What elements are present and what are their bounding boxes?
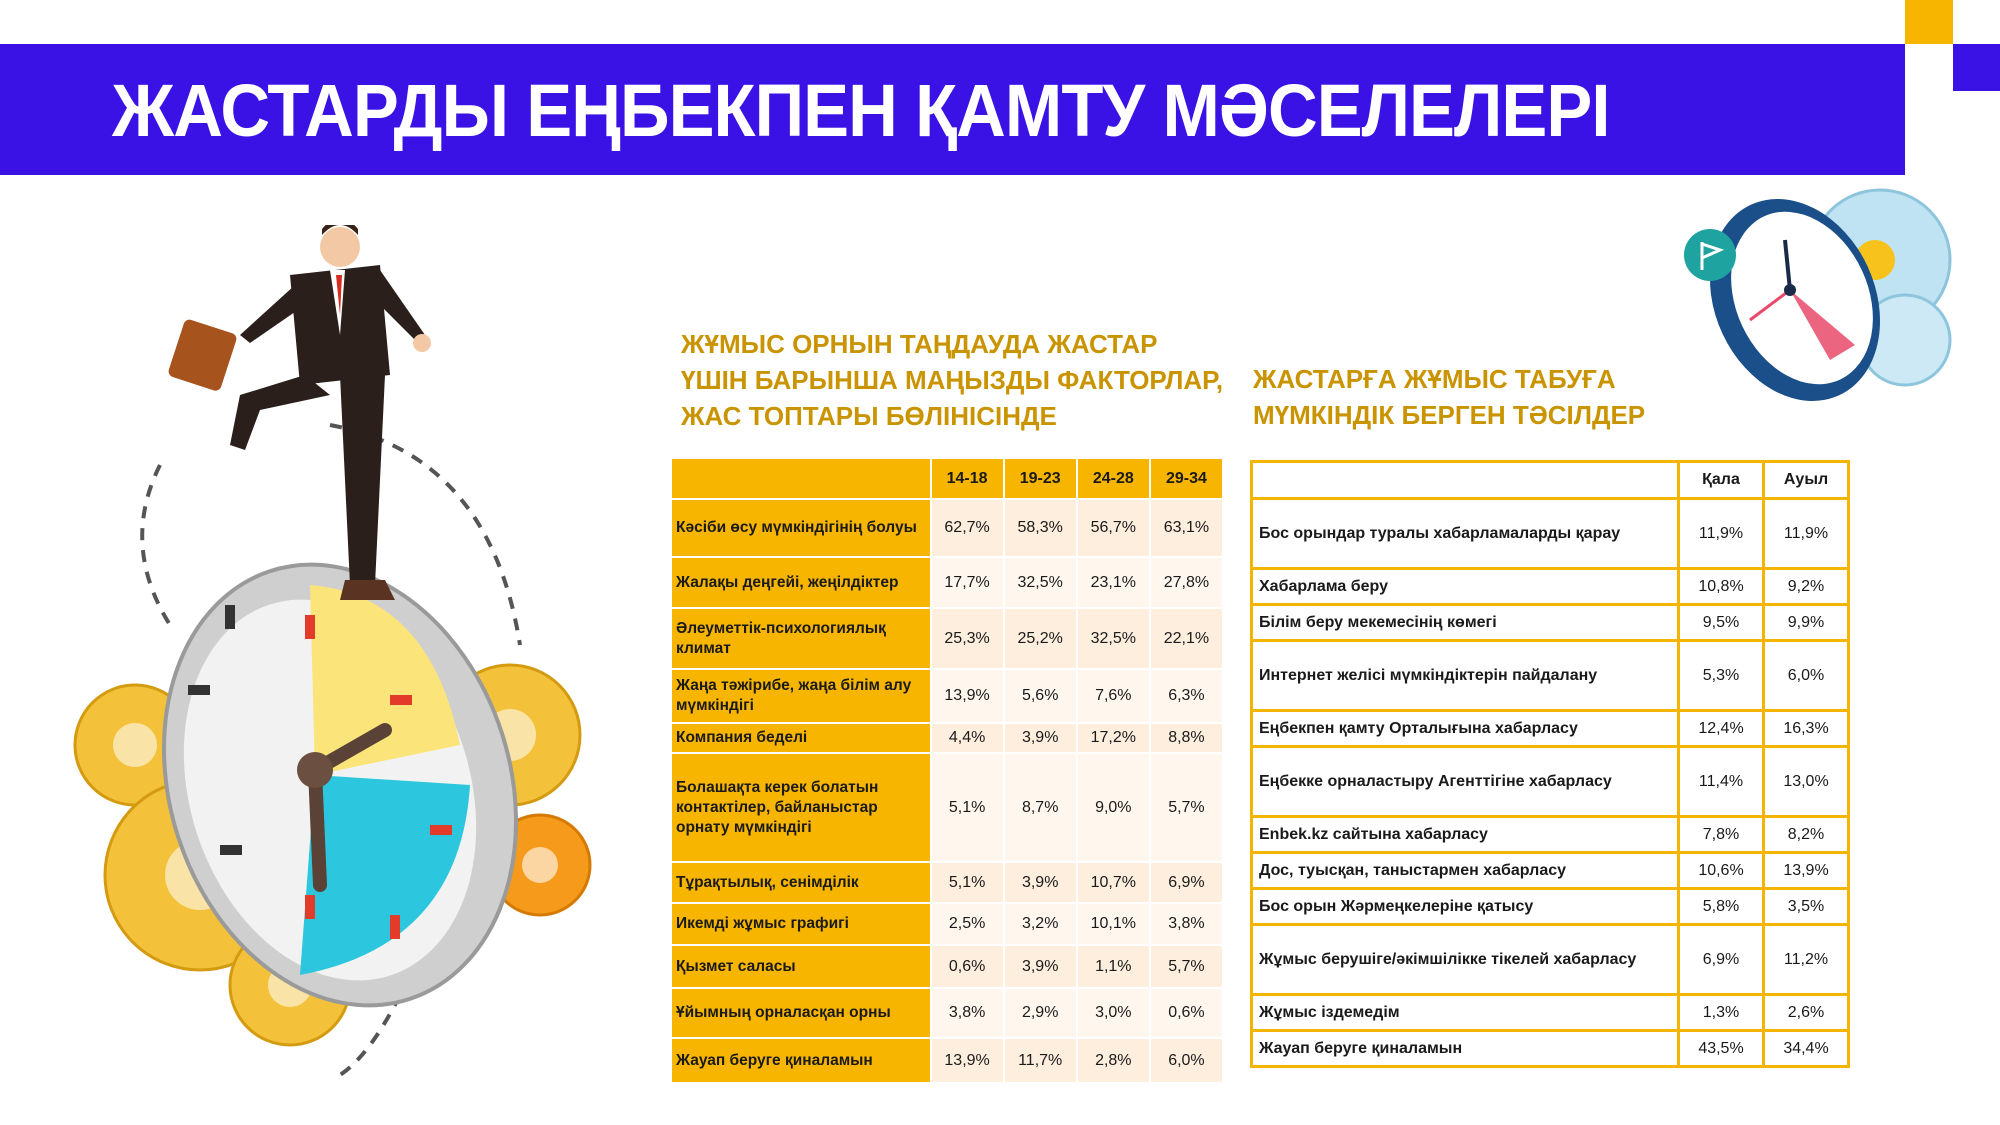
table-row [671, 862, 1223, 903]
running-man-clock-illustration [40, 225, 640, 1085]
cell-value: 5,1% [931, 862, 1004, 903]
cell-value: 17,7% [931, 557, 1004, 608]
row-label: Жауап беруге қиналамын [1252, 1031, 1679, 1067]
cell-value: 3,8% [931, 988, 1004, 1038]
cell-value: 25,3% [931, 608, 1004, 669]
cell-value: 2,8% [1077, 1038, 1150, 1083]
cell-value: 16,3% [1764, 711, 1849, 747]
cell-value: 3,5% [1764, 889, 1849, 925]
cell-value: 62,7% [931, 499, 1004, 557]
cell-value: 6,0% [1150, 1038, 1223, 1083]
factors-table [670, 457, 1224, 1084]
heading-line: ЖАС ТОПТАРЫ БӨЛІНІСІНДЕ [681, 401, 1057, 431]
cell-value: 2,5% [931, 903, 1004, 945]
cell-value: 43,5% [1679, 1031, 1764, 1067]
cell-value: 3,8% [1150, 903, 1223, 945]
cell-value: 8,7% [1004, 753, 1077, 862]
cell-value: 23,1% [1077, 557, 1150, 608]
table-row [1252, 641, 1849, 711]
cell-value: 3,0% [1077, 988, 1150, 1038]
cell-value: 4,4% [931, 723, 1004, 753]
cell-value: 9,5% [1679, 605, 1764, 641]
cell-value: 1,1% [1077, 945, 1150, 988]
cell-value: 13,0% [1764, 747, 1849, 817]
table-row [1252, 569, 1849, 605]
cell-value: 6,3% [1150, 669, 1223, 723]
table-row [671, 753, 1223, 862]
row-label: Enbek.kz сайтына хабарласу [1252, 817, 1679, 853]
cell-value: 3,2% [1004, 903, 1077, 945]
row-label: Интернет желісі мүмкіндіктерін пайдалану [1252, 641, 1679, 711]
row-label: Бос орын Жәрмеңкелеріне қатысу [1252, 889, 1679, 925]
row-label: Бос орындар туралы хабарламаларды қарау [1252, 499, 1679, 569]
table-row [671, 945, 1223, 988]
header-corner [1252, 462, 1679, 499]
column-header: 19-23 [1004, 458, 1077, 499]
cell-value: 5,3% [1679, 641, 1764, 711]
row-label: Жұмыс іздемедім [1252, 995, 1679, 1031]
cell-value: 3,9% [1004, 723, 1077, 753]
cell-value: 9,9% [1764, 605, 1849, 641]
cell-value: 11,9% [1764, 499, 1849, 569]
column-header: 14-18 [931, 458, 1004, 499]
clock-icon [109, 518, 571, 1051]
cell-value: 7,8% [1679, 817, 1764, 853]
table-row [1252, 889, 1849, 925]
table-row [671, 988, 1223, 1038]
page-title: ЖАСТАРДЫ ЕҢБЕКПЕН ҚАМТУ МӘСЕЛЕЛЕРІ [112, 69, 1610, 152]
heading-line: ЖҰМЫС ОРНЫН ТАҢДАУДА ЖАСТАР [681, 329, 1158, 359]
cell-value: 3,9% [1004, 862, 1077, 903]
heading-line: МҮМКІНДІК БЕРГЕН ТӘСІЛДЕР [1253, 400, 1646, 430]
cell-value: 25,2% [1004, 608, 1077, 669]
cell-value: 56,7% [1077, 499, 1150, 557]
cell-value: 58,3% [1004, 499, 1077, 557]
row-label: Жаңа тәжірибе, жаңа білім алу мүмкіндігі [671, 669, 931, 723]
cell-value: 9,0% [1077, 753, 1150, 862]
table-row [671, 669, 1223, 723]
cell-value: 0,6% [931, 945, 1004, 988]
row-label: Еңбекпен қамту Орталығына хабарласу [1252, 711, 1679, 747]
cell-value: 8,8% [1150, 723, 1223, 753]
heading-line: ЖАСТАРҒА ЖҰМЫС ТАБУҒА [1253, 364, 1616, 394]
row-label: Дос, туысқан, таныстармен хабарласу [1252, 853, 1679, 889]
row-label: Білім беру мекемесінің көмегі [1252, 605, 1679, 641]
cell-value: 5,7% [1150, 945, 1223, 988]
table-row [671, 499, 1223, 557]
column-header: 24-28 [1077, 458, 1150, 499]
cell-value: 12,4% [1679, 711, 1764, 747]
table-row [1252, 817, 1849, 853]
cell-value: 7,6% [1077, 669, 1150, 723]
corner-accent-yellow [1905, 0, 1953, 44]
column-header: Ауыл [1764, 462, 1849, 499]
cell-value: 10,1% [1077, 903, 1150, 945]
row-label: Компания беделі [671, 723, 931, 753]
cell-value: 5,1% [931, 753, 1004, 862]
table-row [671, 1038, 1223, 1083]
row-label: Жұмыс берушіге/әкімшілікке тікелей хабарласу [1252, 925, 1679, 995]
cell-value: 0,6% [1150, 988, 1223, 1038]
column-header: 29-34 [1150, 458, 1223, 499]
table-header-row [1252, 462, 1849, 499]
table-header-row [671, 458, 1223, 499]
cell-value: 11,7% [1004, 1038, 1077, 1083]
cell-value: 11,2% [1764, 925, 1849, 995]
table-row [671, 723, 1223, 753]
row-label: Еңбекке орналастыру Агенттігіне хабарласу [1252, 747, 1679, 817]
cell-value: 2,6% [1764, 995, 1849, 1031]
methods-heading [1253, 361, 1645, 433]
cell-value: 17,2% [1077, 723, 1150, 753]
table-row [1252, 853, 1849, 889]
cell-value: 1,3% [1679, 995, 1764, 1031]
cell-value: 5,7% [1150, 753, 1223, 862]
row-label: Жауап беруге қиналамын [671, 1038, 931, 1083]
table-row [671, 557, 1223, 608]
cell-value: 2,9% [1004, 988, 1077, 1038]
row-label: Әлеуметтік-психологиялық климат [671, 608, 931, 669]
table-row [671, 903, 1223, 945]
row-label: Кәсіби өсу мүмкіндігінің болуы [671, 499, 931, 557]
column-header: Қала [1679, 462, 1764, 499]
clock-gears-illustration [1680, 170, 1960, 430]
cell-value: 11,4% [1679, 747, 1764, 817]
cell-value: 13,9% [931, 669, 1004, 723]
cell-value: 63,1% [1150, 499, 1223, 557]
cell-value: 22,1% [1150, 608, 1223, 669]
heading-line: ҮШІН БАРЫНША МАҢЫЗДЫ ФАКТОРЛАР, [681, 365, 1224, 395]
cell-value: 6,0% [1764, 641, 1849, 711]
cell-value: 32,5% [1077, 608, 1150, 669]
row-label: Тұрақтылық, сенімділік [671, 862, 931, 903]
table-row [671, 608, 1223, 669]
methods-table [1250, 460, 1850, 1068]
table-row [1252, 747, 1849, 817]
corner-accent-blue [1953, 44, 2000, 91]
table-row [1252, 1031, 1849, 1067]
cell-value: 34,4% [1764, 1031, 1849, 1067]
cell-value: 5,6% [1004, 669, 1077, 723]
header-corner [671, 458, 931, 499]
row-label: Ұйымның орналасқан орны [671, 988, 931, 1038]
cell-value: 10,7% [1077, 862, 1150, 903]
cell-value: 10,8% [1679, 569, 1764, 605]
row-label: Қызмет саласы [671, 945, 931, 988]
cell-value: 11,9% [1679, 499, 1764, 569]
cell-value: 5,8% [1679, 889, 1764, 925]
table-row [1252, 995, 1849, 1031]
cell-value: 13,9% [931, 1038, 1004, 1083]
row-label: Хабарлама беру [1252, 569, 1679, 605]
cell-value: 32,5% [1004, 557, 1077, 608]
cell-value: 6,9% [1679, 925, 1764, 995]
cell-value: 10,6% [1679, 853, 1764, 889]
row-label: Икемді жұмыс графигі [671, 903, 931, 945]
table-row [1252, 499, 1849, 569]
cell-value: 13,9% [1764, 853, 1849, 889]
table-row [1252, 711, 1849, 747]
cell-value: 27,8% [1150, 557, 1223, 608]
table-row [1252, 605, 1849, 641]
cell-value: 3,9% [1004, 945, 1077, 988]
table-row [1252, 925, 1849, 995]
cell-value: 9,2% [1764, 569, 1849, 605]
cell-value: 8,2% [1764, 817, 1849, 853]
businessman-icon [167, 225, 431, 600]
row-label: Болашақта керек болатын контактілер, байланыстар орнату мүмкіндігі [671, 753, 931, 862]
row-label: Жалақы деңгейі, жеңілдіктер [671, 557, 931, 608]
factors-heading [681, 326, 1223, 434]
cell-value: 6,9% [1150, 862, 1223, 903]
